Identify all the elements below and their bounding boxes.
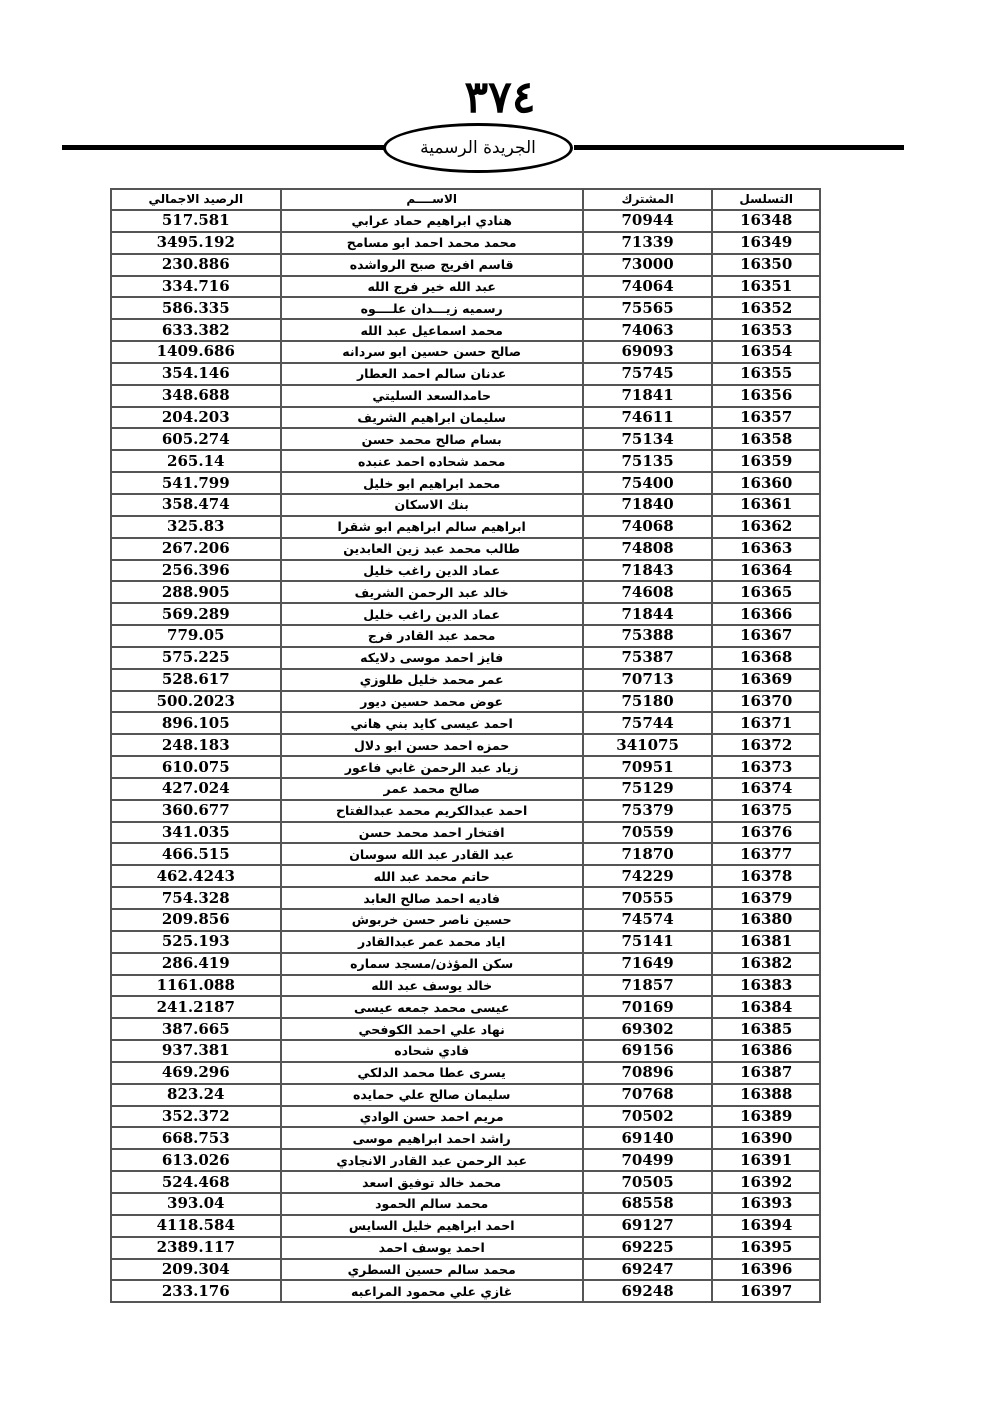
subscriber-cell: 69247 <box>583 1259 713 1281</box>
table-row <box>111 975 820 997</box>
table-row <box>111 494 820 516</box>
balance-cell: 517.581 <box>111 210 281 232</box>
name-cell: عماد الدين راغب خليل <box>281 603 583 625</box>
subscriber-cell: 70499 <box>583 1149 713 1171</box>
balance-cell: 1161.088 <box>111 975 281 997</box>
name-cell: خالد يوسف عبد الله <box>281 975 583 997</box>
subscriber-cell: 71649 <box>583 953 713 975</box>
table-row <box>111 516 820 538</box>
balance-cell: 348.688 <box>111 385 281 407</box>
subscriber-cell: 70505 <box>583 1171 713 1193</box>
serial-cell: 16373 <box>712 756 820 778</box>
subscriber-cell: 75379 <box>583 800 713 822</box>
name-cell: سليمان صالح علي حمايده <box>281 1084 583 1106</box>
balance-cell: 360.677 <box>111 800 281 822</box>
balance-cell: 387.665 <box>111 1018 281 1040</box>
table-row <box>111 581 820 603</box>
name-cell: فادي شحاده <box>281 1040 583 1062</box>
serial-cell: 16372 <box>712 734 820 756</box>
serial-cell: 16368 <box>712 647 820 669</box>
name-cell: فاديه احمد صالح العابد <box>281 887 583 909</box>
table-row <box>111 1171 820 1193</box>
table-row <box>111 691 820 713</box>
subscriber-cell: 74229 <box>583 865 713 887</box>
name-cell: عبد الرحمن عبد القادر الانجادي <box>281 1149 583 1171</box>
name-cell: محمد عبد القادر فرج <box>281 625 583 647</box>
column-header-balance: الرصيد الاجمالي <box>111 189 281 210</box>
subscriber-cell: 75565 <box>583 297 713 319</box>
column-header-subscriber: المشترك <box>583 189 713 210</box>
balance-cell: 204.203 <box>111 407 281 429</box>
subscriber-cell: 70944 <box>583 210 713 232</box>
serial-cell: 16390 <box>712 1127 820 1149</box>
table-row <box>111 319 820 341</box>
balance-cell: 541.799 <box>111 472 281 494</box>
serial-cell: 16384 <box>712 996 820 1018</box>
table-row <box>111 800 820 822</box>
subscriber-cell: 74068 <box>583 516 713 538</box>
name-cell: حامدالسعد السليتي <box>281 385 583 407</box>
balance-cell: 4118.584 <box>111 1215 281 1237</box>
table-row <box>111 1062 820 1084</box>
subscriber-cell: 341075 <box>583 734 713 756</box>
table-row <box>111 647 820 669</box>
subscriber-cell: 69127 <box>583 1215 713 1237</box>
serial-cell: 16379 <box>712 887 820 909</box>
subscriber-cell: 70502 <box>583 1106 713 1128</box>
subscriber-cell: 70768 <box>583 1084 713 1106</box>
name-cell: افتخار احمد محمد حسن <box>281 822 583 844</box>
subscriber-cell: 69156 <box>583 1040 713 1062</box>
balance-cell: 286.419 <box>111 953 281 975</box>
serial-cell: 16380 <box>712 909 820 931</box>
serial-cell: 16392 <box>712 1171 820 1193</box>
serial-cell: 16348 <box>712 210 820 232</box>
table-row <box>111 734 820 756</box>
serial-cell: 16351 <box>712 276 820 298</box>
table-row <box>111 1259 820 1281</box>
name-cell: هنادي ابراهيم حماد عرابي <box>281 210 583 232</box>
serial-cell: 16374 <box>712 778 820 800</box>
subscriber-cell: 75388 <box>583 625 713 647</box>
balance-cell: 462.4243 <box>111 865 281 887</box>
subscriber-cell: 71843 <box>583 560 713 582</box>
table-row <box>111 232 820 254</box>
gazette-title: الجريدة الرسمية <box>383 123 573 173</box>
balance-cell: 352.372 <box>111 1106 281 1128</box>
table-row <box>111 538 820 560</box>
balance-cell: 528.617 <box>111 669 281 691</box>
serial-cell: 16362 <box>712 516 820 538</box>
name-cell: عدنان سالم احمد العطار <box>281 363 583 385</box>
name-cell: عيسى محمد جمعه عيسى <box>281 996 583 1018</box>
table-row <box>111 428 820 450</box>
name-cell: صالح محمد عمر <box>281 778 583 800</box>
balance-cell: 3495.192 <box>111 232 281 254</box>
serial-cell: 16389 <box>712 1106 820 1128</box>
subscriber-cell: 74574 <box>583 909 713 931</box>
column-header-name: الاســــم <box>281 189 583 210</box>
balance-cell: 209.856 <box>111 909 281 931</box>
subscriber-cell: 74064 <box>583 276 713 298</box>
name-cell: محمد ابراهيم ابو خليل <box>281 472 583 494</box>
table-row <box>111 756 820 778</box>
serial-cell: 16386 <box>712 1040 820 1062</box>
name-cell: احمد ابراهيم خليل السايس <box>281 1215 583 1237</box>
serial-cell: 16357 <box>712 407 820 429</box>
table-row <box>111 363 820 385</box>
balance-cell: 469.296 <box>111 1062 281 1084</box>
column-header-serial: التسلسل <box>712 189 820 210</box>
balance-cell: 1409.686 <box>111 341 281 363</box>
subscriber-cell: 71840 <box>583 494 713 516</box>
balance-cell: 2389.117 <box>111 1237 281 1259</box>
table-header-row <box>111 189 820 210</box>
name-cell: محمد شحاده احمد عنبده <box>281 450 583 472</box>
balances-table <box>110 188 821 1303</box>
table-row <box>111 1084 820 1106</box>
table-row <box>111 953 820 975</box>
subscriber-cell: 74608 <box>583 581 713 603</box>
subscriber-cell: 69225 <box>583 1237 713 1259</box>
table-row <box>111 1280 820 1302</box>
balance-cell: 233.176 <box>111 1280 281 1302</box>
serial-cell: 16383 <box>712 975 820 997</box>
table-row <box>111 210 820 232</box>
serial-cell: 16391 <box>712 1149 820 1171</box>
serial-cell: 16397 <box>712 1280 820 1302</box>
balance-cell: 524.468 <box>111 1171 281 1193</box>
serial-cell: 16349 <box>712 232 820 254</box>
subscriber-cell: 73000 <box>583 254 713 276</box>
table-row <box>111 472 820 494</box>
balance-cell: 427.024 <box>111 778 281 800</box>
balance-cell: 466.515 <box>111 843 281 865</box>
table-row <box>111 407 820 429</box>
balance-cell: 633.382 <box>111 319 281 341</box>
serial-cell: 16350 <box>712 254 820 276</box>
balance-cell: 325.83 <box>111 516 281 538</box>
table-row <box>111 1193 820 1215</box>
serial-cell: 16382 <box>712 953 820 975</box>
name-cell: يسرى عطا محمد الدلكي <box>281 1062 583 1084</box>
name-cell: احمد عبدالكريم محمد عبدالفتاح <box>281 800 583 822</box>
header-rule-right <box>574 145 904 150</box>
balance-cell: 575.225 <box>111 647 281 669</box>
page-number: ٣٧٤ <box>464 72 536 123</box>
serial-cell: 16381 <box>712 931 820 953</box>
subscriber-cell: 74063 <box>583 319 713 341</box>
name-cell: محمد محمد احمد ابو مسامح <box>281 232 583 254</box>
balance-cell: 248.183 <box>111 734 281 756</box>
table-row <box>111 822 820 844</box>
serial-cell: 16376 <box>712 822 820 844</box>
subscriber-cell: 71339 <box>583 232 713 254</box>
serial-cell: 16393 <box>712 1193 820 1215</box>
subscriber-cell: 75744 <box>583 712 713 734</box>
table-row <box>111 1127 820 1149</box>
balance-cell: 896.105 <box>111 712 281 734</box>
name-cell: عماد الدين راغب خليل <box>281 560 583 582</box>
subscriber-cell: 69093 <box>583 341 713 363</box>
balance-cell: 265.14 <box>111 450 281 472</box>
name-cell: سكن المؤذن/مسجد سماره <box>281 953 583 975</box>
subscriber-cell: 70555 <box>583 887 713 909</box>
balance-cell: 779.05 <box>111 625 281 647</box>
subscriber-cell: 70713 <box>583 669 713 691</box>
serial-cell: 16387 <box>712 1062 820 1084</box>
table-row <box>111 1018 820 1040</box>
table-row <box>111 931 820 953</box>
subscriber-cell: 75135 <box>583 450 713 472</box>
table-row <box>111 778 820 800</box>
balance-cell: 256.396 <box>111 560 281 582</box>
subscriber-cell: 69140 <box>583 1127 713 1149</box>
table-row <box>111 341 820 363</box>
serial-cell: 16364 <box>712 560 820 582</box>
serial-cell: 16394 <box>712 1215 820 1237</box>
serial-cell: 16365 <box>712 581 820 603</box>
balance-cell: 754.328 <box>111 887 281 909</box>
table-row <box>111 909 820 931</box>
name-cell: حسين ناصر حسن خربوش <box>281 909 583 931</box>
name-cell: غازي علي محمود المراعبه <box>281 1280 583 1302</box>
serial-cell: 16358 <box>712 428 820 450</box>
serial-cell: 16352 <box>712 297 820 319</box>
balance-cell: 354.146 <box>111 363 281 385</box>
name-cell: اياد محمد عمر عبدالقادر <box>281 931 583 953</box>
name-cell: عمر محمد خليل طلوزي <box>281 669 583 691</box>
balance-cell: 586.335 <box>111 297 281 319</box>
balance-cell: 334.716 <box>111 276 281 298</box>
name-cell: حمزه احمد حسن ابو دلال <box>281 734 583 756</box>
name-cell: محمد خالد توفيق اسعد <box>281 1171 583 1193</box>
name-cell: زياد عبد الرحمن غابي فاعور <box>281 756 583 778</box>
table-row <box>111 1215 820 1237</box>
serial-cell: 16377 <box>712 843 820 865</box>
serial-cell: 16388 <box>712 1084 820 1106</box>
table-row <box>111 625 820 647</box>
balance-cell: 525.193 <box>111 931 281 953</box>
serial-cell: 16354 <box>712 341 820 363</box>
table-row <box>111 996 820 1018</box>
subscriber-cell: 75745 <box>583 363 713 385</box>
name-cell: محمد سالم الحمود <box>281 1193 583 1215</box>
name-cell: طالب محمد عبد زين العابدين <box>281 538 583 560</box>
balance-cell: 288.905 <box>111 581 281 603</box>
name-cell: خالد عبد الرحمن الشريف <box>281 581 583 603</box>
balance-cell: 241.2187 <box>111 996 281 1018</box>
name-cell: محمد سالم حسين السطري <box>281 1259 583 1281</box>
name-cell: صالح حسن حسين ابو سردانه <box>281 341 583 363</box>
subscriber-cell: 70169 <box>583 996 713 1018</box>
balance-cell: 605.274 <box>111 428 281 450</box>
balance-cell: 500.2023 <box>111 691 281 713</box>
subscriber-cell: 74808 <box>583 538 713 560</box>
serial-cell: 16375 <box>712 800 820 822</box>
balance-cell: 613.026 <box>111 1149 281 1171</box>
serial-cell: 16396 <box>712 1259 820 1281</box>
table-row <box>111 385 820 407</box>
serial-cell: 16361 <box>712 494 820 516</box>
table-row <box>111 669 820 691</box>
name-cell: احمد يوسف احمد <box>281 1237 583 1259</box>
subscriber-cell: 71844 <box>583 603 713 625</box>
serial-cell: 16356 <box>712 385 820 407</box>
subscriber-cell: 75134 <box>583 428 713 450</box>
subscriber-cell: 70559 <box>583 822 713 844</box>
table-row <box>111 1040 820 1062</box>
subscriber-cell: 69302 <box>583 1018 713 1040</box>
name-cell: ابراهيم سالم ابراهيم ابو شقرا <box>281 516 583 538</box>
serial-cell: 16367 <box>712 625 820 647</box>
name-cell: فايز احمد موسى دلايكه <box>281 647 583 669</box>
serial-cell: 16359 <box>712 450 820 472</box>
name-cell: بسام صالح محمد حسن <box>281 428 583 450</box>
balance-cell: 668.753 <box>111 1127 281 1149</box>
name-cell: بنك الاسكان <box>281 494 583 516</box>
subscriber-cell: 75141 <box>583 931 713 953</box>
table-row <box>111 450 820 472</box>
table-row <box>111 712 820 734</box>
serial-cell: 16371 <box>712 712 820 734</box>
subscriber-cell: 71870 <box>583 843 713 865</box>
serial-cell: 16369 <box>712 669 820 691</box>
name-cell: محمد اسماعيل عبد الله <box>281 319 583 341</box>
balance-cell: 610.075 <box>111 756 281 778</box>
subscriber-cell: 68558 <box>583 1193 713 1215</box>
table-row <box>111 560 820 582</box>
subscriber-cell: 70896 <box>583 1062 713 1084</box>
balance-cell: 393.04 <box>111 1193 281 1215</box>
table-row <box>111 1149 820 1171</box>
balance-cell: 267.206 <box>111 538 281 560</box>
serial-cell: 16395 <box>712 1237 820 1259</box>
name-cell: رسميه زيـــدان علــــوه <box>281 297 583 319</box>
name-cell: عوض محمد حسين ديور <box>281 691 583 713</box>
subscriber-cell: 71857 <box>583 975 713 997</box>
balance-cell: 823.24 <box>111 1084 281 1106</box>
table-row <box>111 254 820 276</box>
name-cell: مريم احمد حسن الوادي <box>281 1106 583 1128</box>
subscriber-cell: 75387 <box>583 647 713 669</box>
name-cell: راشد احمد ابراهيم موسى <box>281 1127 583 1149</box>
serial-cell: 16353 <box>712 319 820 341</box>
subscriber-cell: 74611 <box>583 407 713 429</box>
table-row <box>111 1237 820 1259</box>
name-cell: عبد القادر عبد الله سوسان <box>281 843 583 865</box>
balance-cell: 209.304 <box>111 1259 281 1281</box>
table-row <box>111 297 820 319</box>
serial-cell: 16385 <box>712 1018 820 1040</box>
table-row <box>111 603 820 625</box>
serial-cell: 16370 <box>712 691 820 713</box>
serial-cell: 16378 <box>712 865 820 887</box>
balance-cell: 358.474 <box>111 494 281 516</box>
balance-cell: 230.886 <box>111 254 281 276</box>
serial-cell: 16363 <box>712 538 820 560</box>
table-row <box>111 1106 820 1128</box>
name-cell: نهاد علي احمد الكوفحي <box>281 1018 583 1040</box>
table-row <box>111 843 820 865</box>
subscriber-cell: 71841 <box>583 385 713 407</box>
table-row <box>111 865 820 887</box>
subscriber-cell: 70951 <box>583 756 713 778</box>
serial-cell: 16355 <box>712 363 820 385</box>
name-cell: قاسم افريج صبح الرواشده <box>281 254 583 276</box>
subscriber-cell: 69248 <box>583 1280 713 1302</box>
serial-cell: 16360 <box>712 472 820 494</box>
header-rule-left <box>62 145 384 150</box>
table-row <box>111 887 820 909</box>
table-row <box>111 276 820 298</box>
subscriber-cell: 75180 <box>583 691 713 713</box>
serial-cell: 16366 <box>712 603 820 625</box>
name-cell: عبد الله خير فرج الله <box>281 276 583 298</box>
name-cell: احمد عيسى كايد بني هاني <box>281 712 583 734</box>
subscriber-cell: 75129 <box>583 778 713 800</box>
balance-cell: 937.381 <box>111 1040 281 1062</box>
name-cell: حاتم محمد عبد الله <box>281 865 583 887</box>
balance-cell: 569.289 <box>111 603 281 625</box>
subscriber-cell: 75400 <box>583 472 713 494</box>
name-cell: سليمان ابراهيم الشريف <box>281 407 583 429</box>
balance-cell: 341.035 <box>111 822 281 844</box>
table-body <box>111 210 820 1302</box>
